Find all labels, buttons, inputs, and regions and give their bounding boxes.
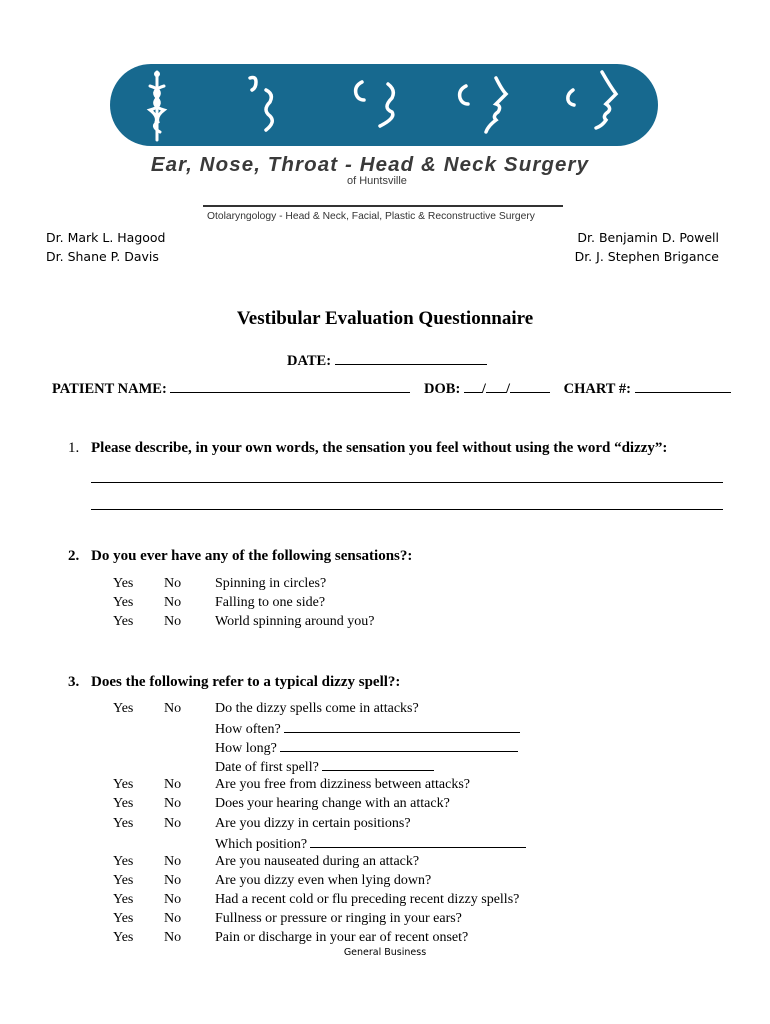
date-field [287,351,487,370]
which-position-input-line[interactable] [310,835,526,848]
no-option[interactable]: No [164,892,182,907]
dob-separator: / [481,381,486,397]
question-text: Please describe, in your own words, the sensation you feel without using the word “dizzy”: [91,440,668,456]
row-text: Does your hearing change with an attack? [215,796,450,811]
yes-option[interactable]: Yes [113,701,134,716]
dob-year-line[interactable] [510,379,550,393]
question-number: 3. [68,674,80,690]
no-option[interactable]: No [164,576,182,591]
first-spell-date-input-line[interactable] [322,758,434,771]
question-text: Does the following refer to a typical dizzy spell?: [91,674,401,690]
yes-option[interactable]: Yes [113,796,134,811]
no-option[interactable]: No [164,701,182,716]
no-option[interactable]: No [164,796,182,811]
how-long-input-line[interactable] [280,739,518,752]
dob-month-line[interactable] [464,379,482,393]
no-option[interactable]: No [164,873,182,888]
question-number: 1. [68,440,80,456]
row-text: Pain or discharge in your ear of recent onset? [215,930,469,945]
doctor-name: Dr. Shane P. Davis [46,249,159,264]
no-option[interactable]: No [164,614,182,629]
no-option[interactable]: No [164,911,182,926]
yes-option[interactable]: Yes [113,777,134,792]
row-text: Which position? [215,835,526,853]
doctor-name: Dr. J. Stephen Brigance [574,249,719,264]
row-text: Are you free from dizziness between attacks? [215,777,470,792]
question-text: Do you ever have any of the following sensations?: [91,548,413,564]
yes-option[interactable]: Yes [113,576,134,591]
classification-footer: General Business [343,947,427,958]
chart-number-label: CHART #: [563,381,631,397]
question-number: 2. [68,548,80,564]
yes-option[interactable]: Yes [113,816,134,831]
practice-name: Ear, Nose, Throat - Head & Neck Surgery [150,153,590,176]
practice-specialty: Otolaryngology - Head & Neck, Facial, Plastic & Reconstructive Surgery [207,211,535,222]
no-option[interactable]: No [164,816,182,831]
doctor-name: Dr. Mark L. Hagood [46,230,166,245]
yes-option[interactable]: Yes [113,614,134,629]
yes-option[interactable]: Yes [113,892,134,907]
chart-number-input-line[interactable] [635,379,731,393]
row-text: Are you nauseated during an attack? [215,854,420,869]
yes-option[interactable]: Yes [113,854,134,869]
patient-name-input-line[interactable] [170,379,410,393]
date-label: DATE: [287,353,332,369]
answer-line[interactable] [91,482,723,483]
form-title: Vestibular Evaluation Questionnaire [236,308,534,329]
yes-option[interactable]: Yes [113,595,134,610]
no-option[interactable]: No [164,854,182,869]
patient-name-label: PATIENT NAME: [52,381,167,397]
row-text: World spinning around you? [215,614,375,629]
no-option[interactable]: No [164,595,182,610]
logo-banner [110,64,658,146]
row-text: Are you dizzy in certain positions? [215,816,411,831]
row-text: Had a recent cold or flu preceding recent dizzy spells? [215,892,520,907]
yes-option[interactable]: Yes [113,930,134,945]
row-text: Do the dizzy spells come in attacks? [215,701,419,716]
dob-day-line[interactable] [486,379,506,393]
dob-label: DOB: [424,381,461,397]
row-text: Spinning in circles? [215,576,327,591]
header-divider [203,205,563,207]
patient-info-row [52,379,731,398]
practice-logo [110,64,658,146]
no-option[interactable]: No [164,777,182,792]
doctor-name: Dr. Benjamin D. Powell [577,230,719,245]
row-text: Date of first spell? [215,758,434,776]
yes-option[interactable]: Yes [113,873,134,888]
row-text: Are you dizzy even when lying down? [215,873,432,888]
row-text: How long? [215,739,518,757]
row-text: How often? [215,720,520,738]
row-text: Falling to one side? [215,595,326,610]
yes-option[interactable]: Yes [113,911,134,926]
row-text: Fullness or pressure or ringing in your ears? [215,911,462,926]
dob-separator: / [505,381,510,397]
date-input-line[interactable] [335,351,487,365]
no-option[interactable]: No [164,930,182,945]
practice-location: of Huntsville [347,175,407,187]
how-often-input-line[interactable] [284,720,520,733]
answer-line[interactable] [91,509,723,510]
